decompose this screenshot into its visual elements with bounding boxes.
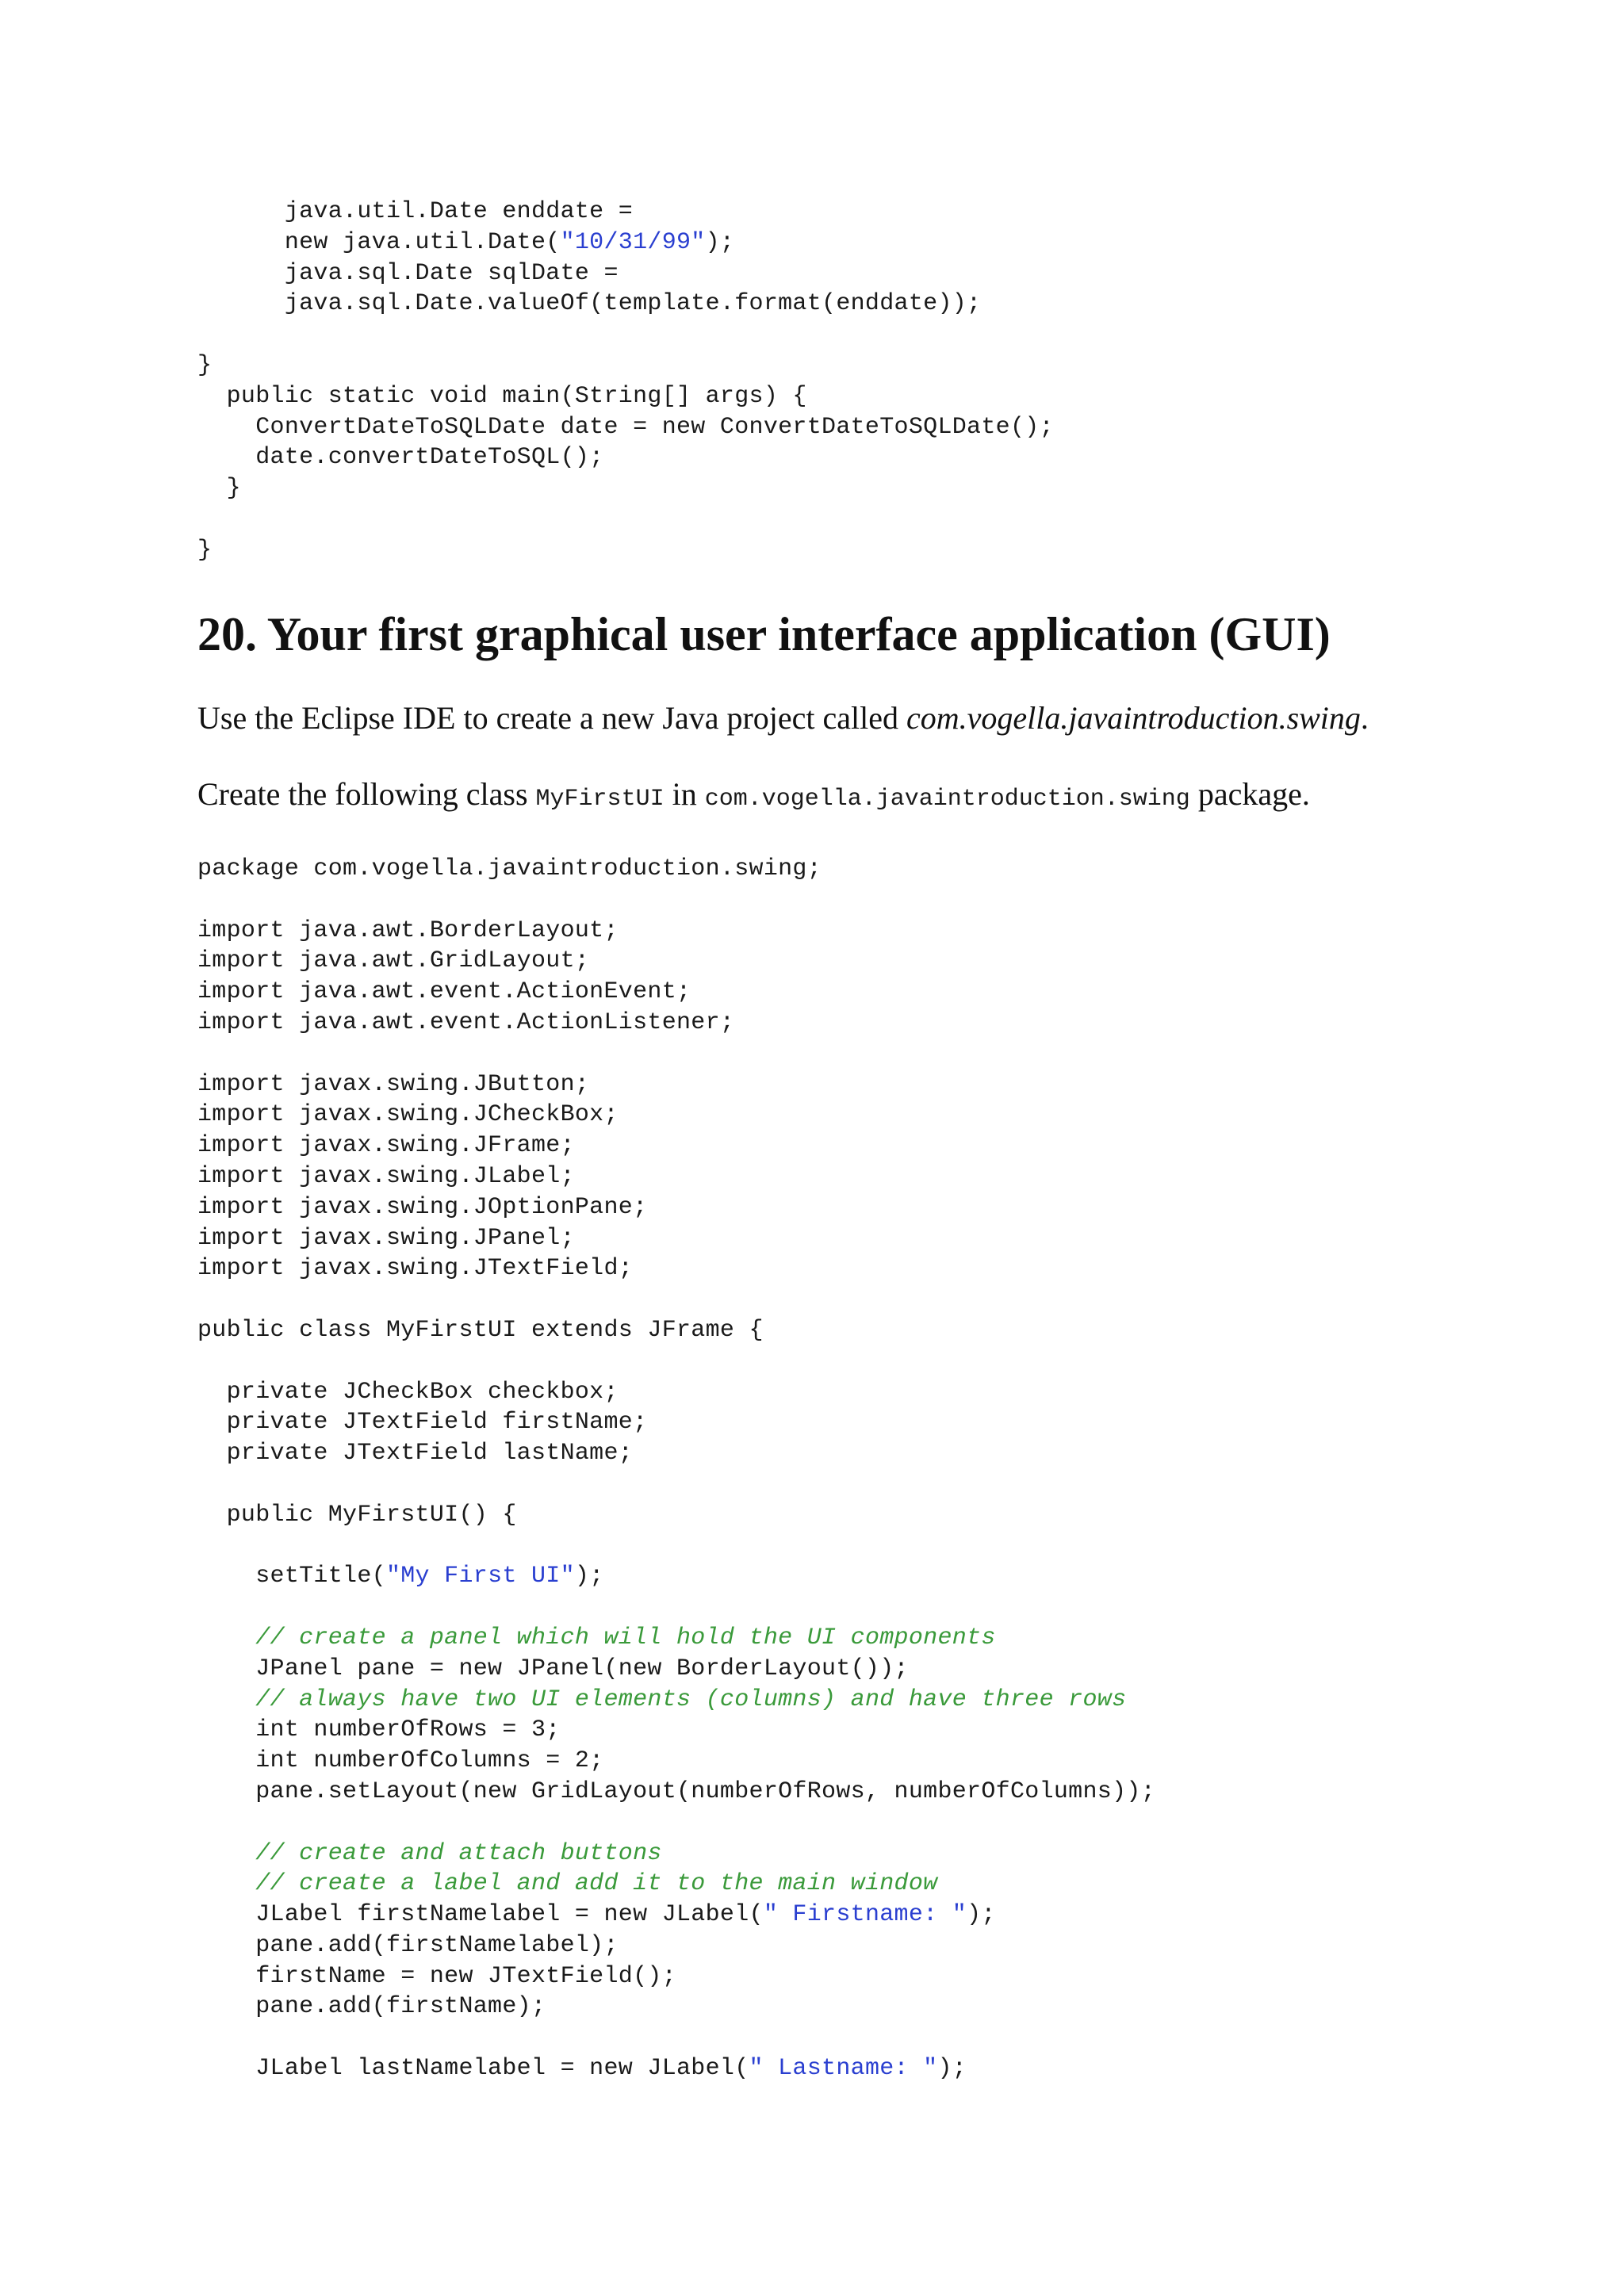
- code-line: import java.awt.event.ActionListener;: [197, 1008, 735, 1036]
- code-line: import javax.swing.JCheckBox;: [197, 1101, 619, 1129]
- code-line: [197, 1592, 1155, 1623]
- section-heading: 20. Your first graphical user interface application (GUI): [197, 608, 1331, 660]
- code-line: }: [197, 536, 213, 564]
- code-line: [197, 1284, 1155, 1315]
- code-string-literal: " Lastname: ": [749, 2055, 938, 2083]
- code-line: JLabel lastNamelabel = new JLabel(" Lastname: ");: [197, 2055, 967, 2083]
- code-line: }: [197, 475, 241, 503]
- intro-suffix: .: [1360, 700, 1369, 736]
- code-line: package com.vogella.javaintroduction.swing;: [197, 855, 822, 882]
- code-line: java.sql.Date sqlDate =: [197, 259, 619, 287]
- code-line: private JTextField lastName;: [197, 1440, 634, 1468]
- code-line: date.convertDateToSQL();: [197, 444, 604, 472]
- code-line: [197, 1623, 1155, 1654]
- project-name: com.vogella.javaintroduction.swing: [906, 700, 1361, 736]
- code-line: import javax.swing.JButton;: [197, 1070, 590, 1098]
- code-line: new java.util.Date("10/31/99");: [197, 228, 735, 256]
- code-string-literal: "My First UI": [385, 1563, 575, 1590]
- code-line: int numberOfColumns = 2;: [197, 1747, 604, 1775]
- code-line: [197, 1469, 1155, 1500]
- code-line: java.sql.Date.valueOf(template.format(enddate));: [197, 290, 982, 318]
- code-line: [197, 885, 1155, 916]
- code-comment: // always have two UI elements (columns) and have three rows: [255, 1686, 1127, 1713]
- code-line: public class MyFirstUI extends JFrame {: [197, 1316, 764, 1344]
- code-line: import javax.swing.JOptionPane;: [197, 1193, 648, 1221]
- intro-paragraph: [197, 698, 1369, 738]
- code-line: java.util.Date enddate =: [197, 198, 634, 225]
- code-line: setTitle("My First UI");: [197, 1563, 604, 1590]
- code-line: [197, 1685, 1155, 1716]
- code-line: int numberOfRows = 3;: [197, 1716, 561, 1744]
- code-line: [197, 1531, 1155, 1562]
- code-line: JLabel firstNamelabel = new JLabel(" Firstname: ");: [197, 1901, 996, 1929]
- instruction-paragraph: [197, 775, 1310, 819]
- code-block-date-conversion: [197, 197, 1054, 566]
- code-line: [197, 1839, 1155, 1869]
- instruction-suffix: package.: [1189, 776, 1310, 812]
- package-name: com.vogella.javaintroduction.swing: [704, 786, 1190, 813]
- code-line: private JCheckBox checkbox;: [197, 1378, 619, 1406]
- code-string-literal: "10/31/99": [560, 228, 706, 256]
- code-line: }: [197, 351, 213, 379]
- code-line: ConvertDateToSQLDate date = new ConvertDateToSQLDate();: [197, 413, 1054, 441]
- code-line: public static void main(String[] args) {: [197, 382, 807, 410]
- code-line: [197, 320, 1054, 350]
- code-block-myfirstui: [197, 854, 1155, 2084]
- intro-text: Use the Eclipse IDE to create a new Java project called: [197, 700, 907, 736]
- code-line: import javax.swing.JPanel;: [197, 1224, 575, 1252]
- code-line: import java.awt.event.ActionEvent;: [197, 978, 691, 1006]
- code-line: public MyFirstUI() {: [197, 1501, 517, 1529]
- code-line: [197, 1039, 1155, 1070]
- instruction-text: Create the following class: [197, 776, 536, 812]
- code-line: [197, 2022, 1155, 2053]
- code-line: pane.add(firstName);: [197, 1993, 546, 2021]
- code-comment: // create and attach buttons: [255, 1839, 662, 1867]
- code-line: pane.setLayout(new GridLayout(numberOfRows, numberOfColumns));: [197, 1777, 1155, 1805]
- code-line: import javax.swing.JTextField;: [197, 1255, 634, 1283]
- code-line: [197, 1808, 1155, 1839]
- code-line: [197, 504, 1054, 535]
- code-line: [197, 1869, 1155, 1900]
- instruction-middle: in: [664, 776, 705, 812]
- class-name: MyFirstUI: [535, 786, 665, 813]
- code-line: import javax.swing.JLabel;: [197, 1162, 575, 1190]
- code-string-literal: " Firstname: ": [763, 1901, 967, 1929]
- code-line: [197, 1346, 1155, 1377]
- code-line: pane.add(firstNamelabel);: [197, 1931, 619, 1959]
- code-line: import java.awt.BorderLayout;: [197, 916, 619, 944]
- code-line: import java.awt.GridLayout;: [197, 947, 590, 975]
- code-line: JPanel pane = new JPanel(new BorderLayout());: [197, 1655, 909, 1682]
- code-line: import javax.swing.JFrame;: [197, 1132, 575, 1160]
- code-line: private JTextField firstName;: [197, 1409, 648, 1437]
- code-line: firstName = new JTextField();: [197, 1962, 676, 1990]
- code-comment: // create a panel which will hold the UI components: [255, 1624, 996, 1651]
- code-comment: // create a label and add it to the main window: [255, 1870, 938, 1898]
